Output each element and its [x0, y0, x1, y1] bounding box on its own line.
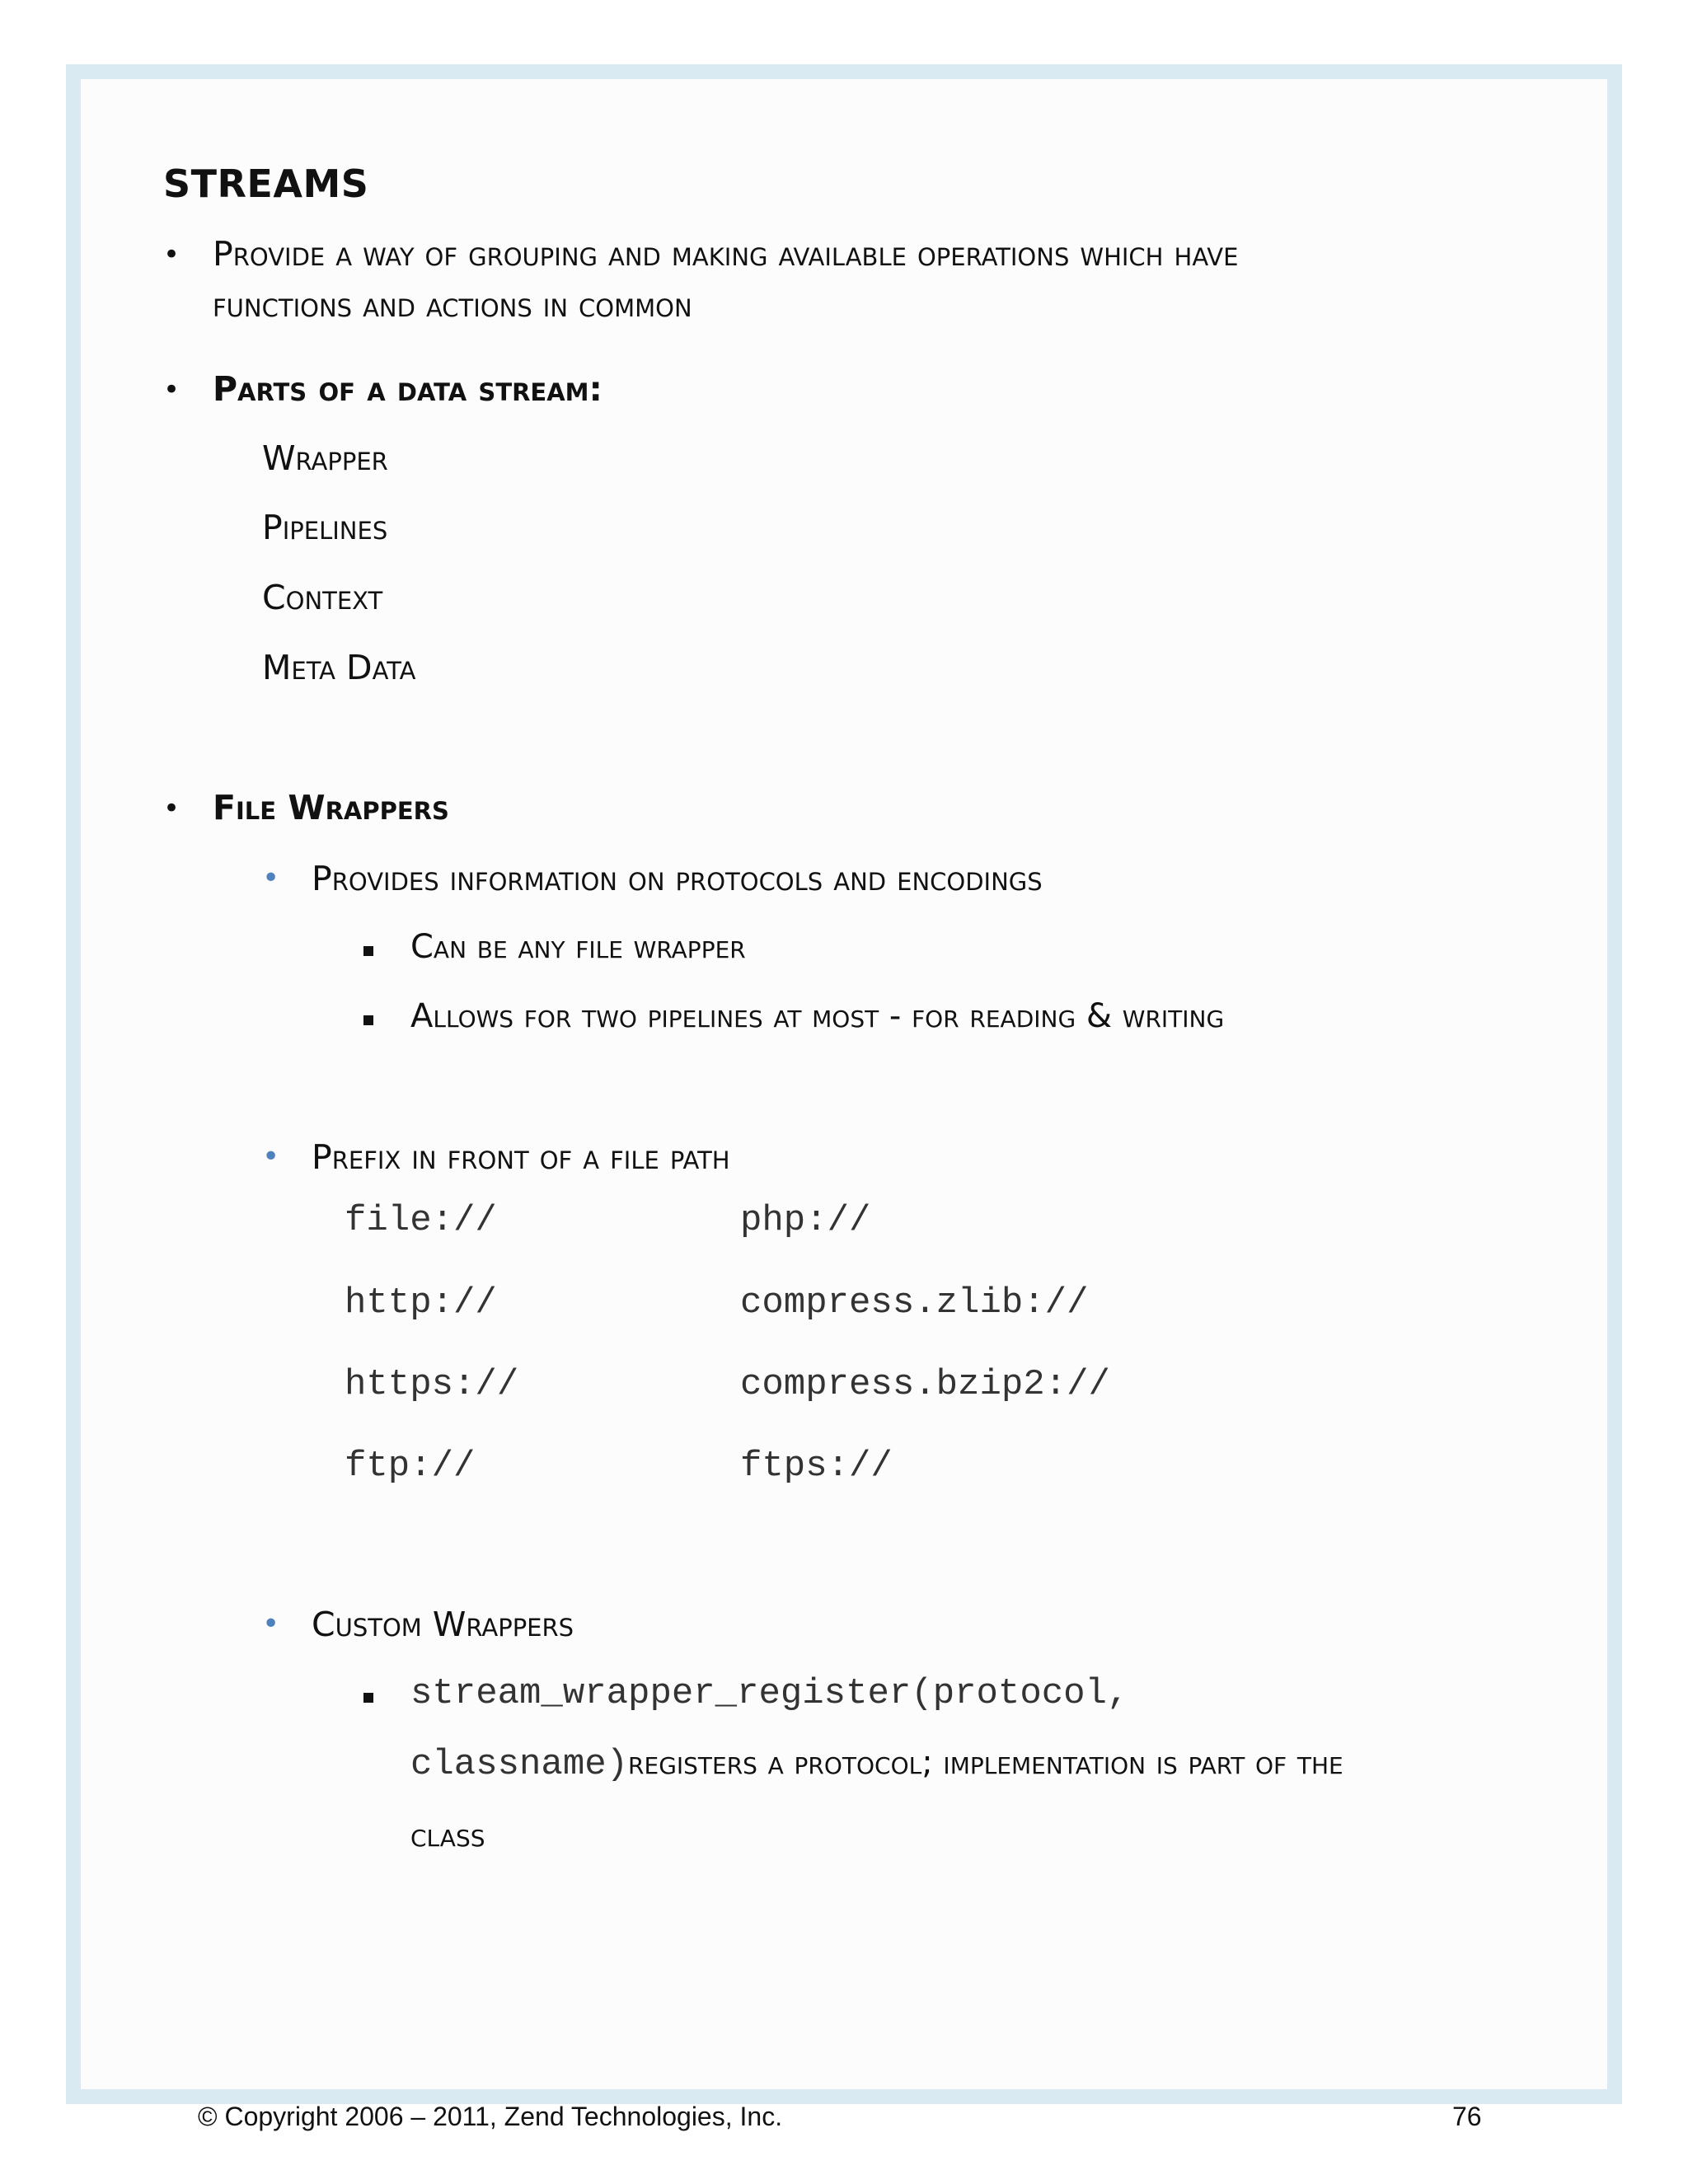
provides-sub-2-text: Allows for two pipelines at most - for reading & writing	[410, 997, 1225, 1035]
page-content	[81, 79, 1607, 2089]
custom-text-line3: class	[410, 1816, 485, 1854]
bullet-icon: •	[262, 861, 280, 895]
provides-sub-1-text: Can be any file wrapper	[410, 928, 746, 966]
bullet-provide-line2: functions and actions in common	[213, 285, 692, 325]
prefix-ftps: ftps://	[740, 1446, 893, 1487]
bullet-icon: •	[163, 373, 181, 406]
page-frame	[66, 64, 1622, 2104]
file-wrappers-label: File Wrappers	[213, 788, 449, 827]
prefix-http: http://	[345, 1282, 497, 1324]
bullet-icon: •	[163, 792, 181, 825]
parts-item-context: Context	[262, 578, 383, 617]
bullet-icon: •	[262, 1140, 280, 1174]
parts-label: Parts of a data stream:	[213, 369, 603, 409]
parts-item-wrapper: Wrapper	[262, 438, 388, 478]
bullet-icon: •	[163, 238, 181, 271]
square-bullet-icon	[363, 1693, 373, 1703]
page-title: STREAMS	[163, 162, 369, 206]
bullet-provide-line1: Provide a way of grouping and making available operations which have	[213, 234, 1239, 274]
custom-line2	[410, 1744, 1343, 1785]
custom-code-line2: classname)	[410, 1744, 629, 1785]
square-bullet-icon	[363, 946, 373, 956]
parts-item-meta-data: Meta Data	[262, 648, 416, 687]
prefix-compress-bzip2: compress.bzip2://	[740, 1364, 1110, 1405]
custom-wrappers-label: Custom Wrappers	[312, 1605, 574, 1644]
square-bullet-icon	[363, 1015, 373, 1025]
footer-page-number: 76	[1452, 2102, 1482, 2131]
footer-copyright: © Copyright 2006 – 2011, Zend Technologies, Inc.	[198, 2102, 783, 2131]
prefix-compress-zlib: compress.zlib://	[740, 1282, 1089, 1324]
prefix-https: https://	[345, 1364, 519, 1405]
parts-item-pipelines: Pipelines	[262, 508, 388, 547]
prefix-file: file://	[345, 1200, 497, 1241]
prefix-php: php://	[740, 1200, 871, 1241]
provides-label: Provides information on protocols and encodings	[312, 859, 1043, 898]
custom-code-line1: stream_wrapper_register(protocol,	[410, 1673, 1129, 1714]
bullet-icon: •	[262, 1607, 280, 1641]
prefix-ftp: ftp://	[345, 1446, 476, 1487]
custom-text-line2: registers a protocol; implementation is part of the	[628, 1744, 1343, 1782]
prefix-label: Prefix in front of a file path	[312, 1137, 730, 1177]
